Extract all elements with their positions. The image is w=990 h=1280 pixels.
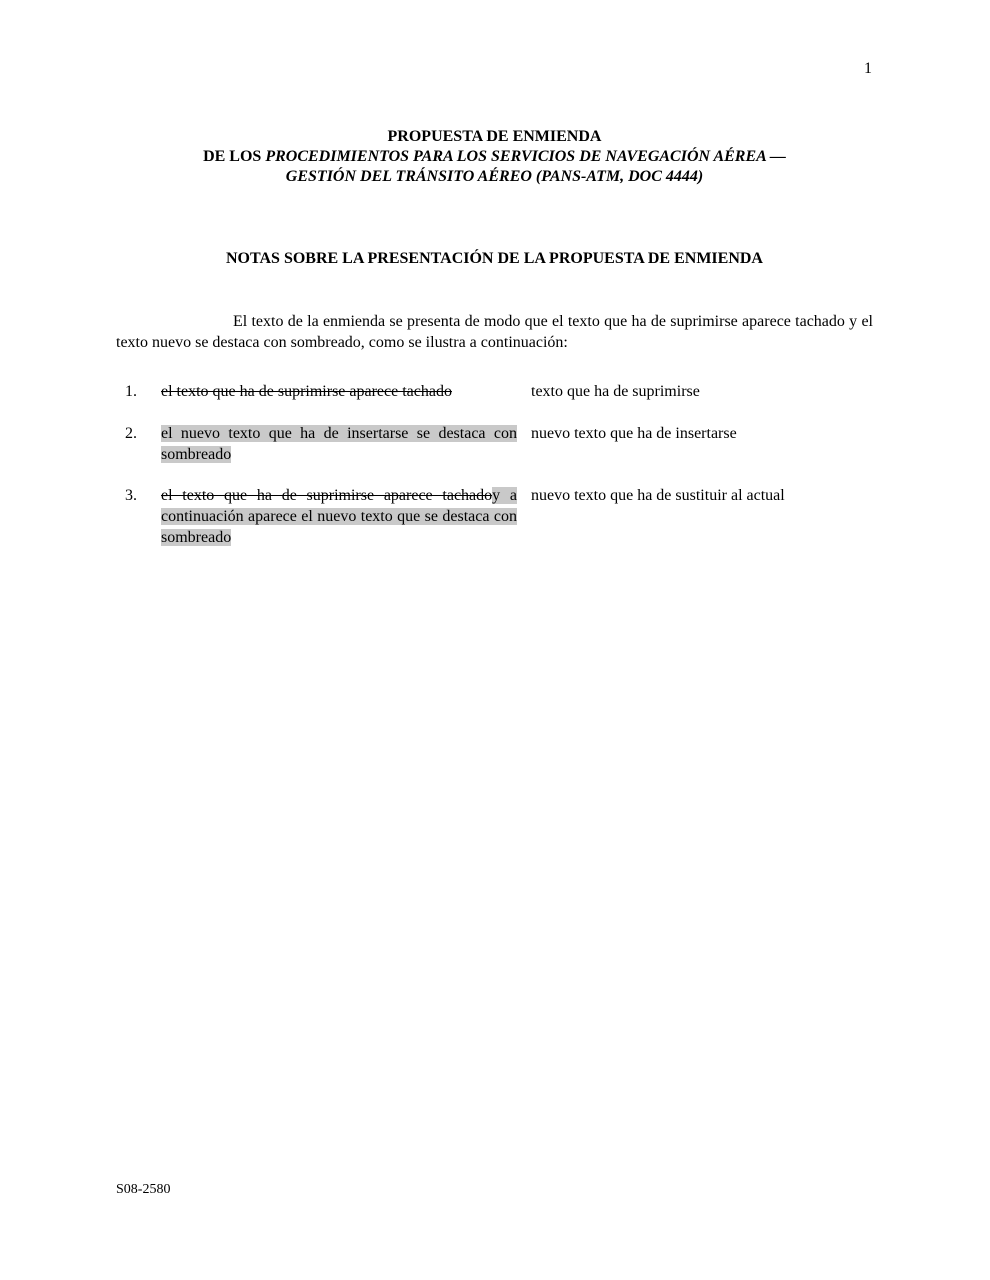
title-line-2 <box>116 147 873 167</box>
example-sample <box>161 485 517 548</box>
title-line-3: GESTIÓN DEL TRÁNSITO AÉREO (PANS-ATM, DOC 4444) <box>285 168 704 185</box>
example-sample <box>161 423 517 465</box>
example-description: texto que ha de suprimirse <box>531 383 700 400</box>
title-line-2-prefix: DE LOS <box>203 148 266 165</box>
example-number: 3. <box>125 487 137 504</box>
example-number: 1. <box>125 383 137 400</box>
title-line-1: PROPUESTA DE ENMIENDA <box>387 128 602 145</box>
document-code: S08-2580 <box>116 1182 171 1197</box>
example-description: nuevo texto que ha de insertarse <box>531 425 737 442</box>
example-description: nuevo texto que ha de sustituir al actual <box>531 487 785 504</box>
shaded-text: y a continuación aparece el nuevo texto que se destaca con sombreado <box>161 487 517 546</box>
title-line-2-italic: PROCEDIMIENTOS PARA LOS SERVICIOS DE NAVEGACIÓN AÉREA — <box>265 148 786 165</box>
example-sample <box>161 381 517 402</box>
shaded-text: el nuevo texto que ha de insertarse se destaca con sombreado <box>161 425 517 463</box>
struck-text: el texto que ha de suprimirse aparece tachado <box>161 383 452 400</box>
section-heading: NOTAS SOBRE LA PRESENTACIÓN DE LA PROPUESTA DE ENMIENDA <box>226 250 763 267</box>
document-title <box>116 127 873 187</box>
struck-text: el texto que ha de suprimirse aparece tachado <box>161 487 493 504</box>
intro-paragraph: El texto de la enmienda se presenta de modo que el texto que ha de suprimirse aparece tachado y el texto nuevo se destaca con sombreado, como se ilustra a continuación: <box>116 313 873 351</box>
example-number: 2. <box>125 425 137 442</box>
page-number: 1 <box>864 60 872 77</box>
